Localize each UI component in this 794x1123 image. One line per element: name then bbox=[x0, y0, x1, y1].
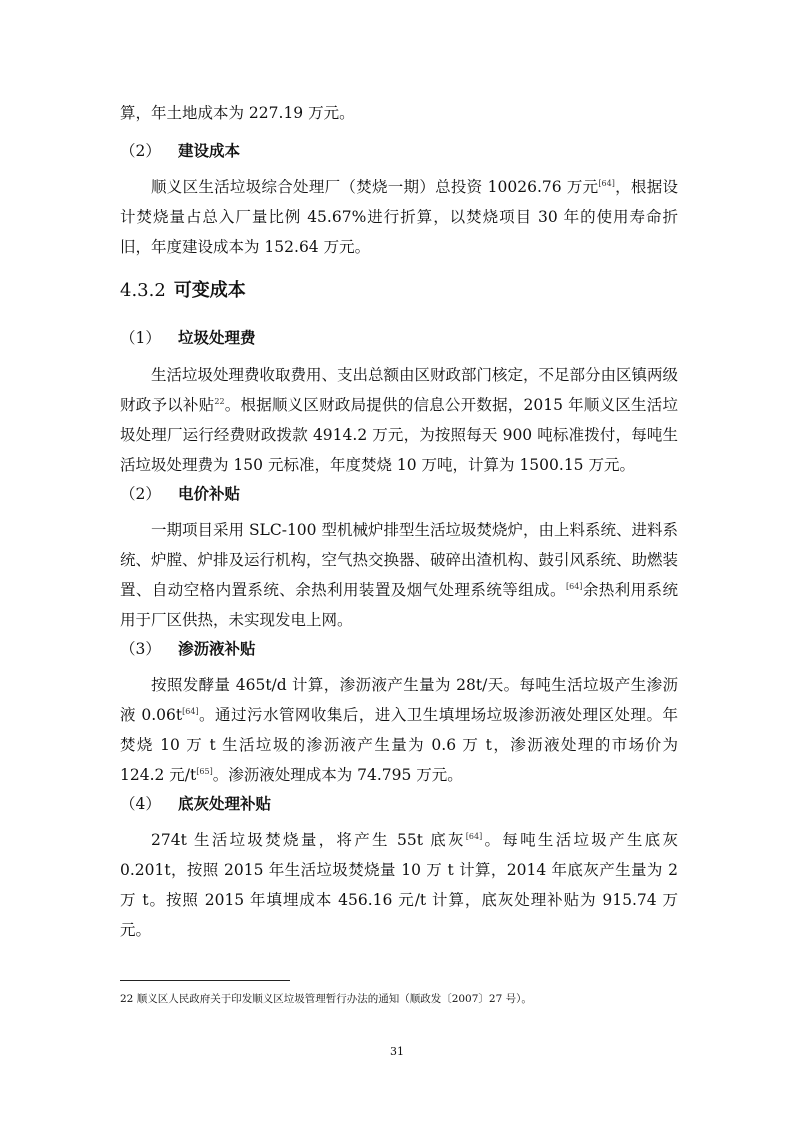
text-run: 。渗沥液处理成本为 74.795 万元。 bbox=[212, 766, 463, 784]
heading-leachate-subsidy bbox=[120, 639, 256, 659]
heading-garbage-fee bbox=[120, 328, 256, 348]
text-run: 一期项目采用 SLC-100 型机械炉排型生活垃圾焚烧炉，由上料系统、进料系统、炉膛、炉排及运行机构，空气热交换器、破碎出渣机构、鼓引风系统、助燃装置、自动空格内置系统、余热利用装置及烟气处理系统等组成。 bbox=[120, 521, 679, 599]
heading-construction-cost bbox=[120, 141, 240, 161]
intro-line: 算，年土地成本为 227.19 万元。 bbox=[120, 104, 355, 122]
section-heading-variable-cost bbox=[120, 279, 246, 303]
heading-ash-subsidy bbox=[120, 794, 271, 814]
heading-title: 垃圾处理费 bbox=[178, 329, 256, 347]
paragraph-ash-subsidy bbox=[120, 825, 678, 945]
text-run: 。每吨生活垃圾产生底灰 0.201t，按照 2015 年生活垃圾焚烧量 10 万 t 计算，2014 年底灰产生量为 2 万 t。按照 2015 年填埋成本 456.16 元/t 计算，底灰处理补贴为 915.74 万元。 bbox=[120, 831, 678, 939]
text-run: 274t 生活垃圾焚烧量，将产生 55t 底灰 bbox=[151, 831, 466, 849]
paragraph-electricity-subsidy bbox=[120, 515, 678, 635]
paragraph-leachate-subsidy bbox=[120, 670, 678, 790]
heading-number: （2） bbox=[120, 142, 161, 160]
heading-number: （3） bbox=[120, 640, 161, 658]
heading-title: 电价补贴 bbox=[178, 485, 241, 503]
citation-ref: [65] bbox=[196, 767, 213, 776]
heading-title: 渗沥液补贴 bbox=[178, 640, 256, 658]
footnote-separator bbox=[120, 980, 290, 981]
citation-ref: [64] bbox=[598, 179, 615, 188]
heading-electricity-subsidy bbox=[120, 484, 240, 504]
text-run: 按照发酵量 465t/d 计算，渗沥液产生量为 28t/天。每吨生活垃圾产生渗沥液 0.06t bbox=[120, 676, 678, 724]
paragraph-construction-cost bbox=[120, 172, 678, 262]
text-run: 。通过污水管网收集后，进入卫生填埋场垃圾渗沥液处理区处理。年焚烧 10 万 t 生活垃圾的渗沥液产生量为 0.6 万 t，渗沥液处理的市场价为 124.2 元/t bbox=[120, 706, 678, 784]
footnote-ref: 22 bbox=[214, 397, 225, 406]
heading-number: （1） bbox=[120, 329, 161, 347]
heading-number: （2） bbox=[120, 485, 161, 503]
text-run: 。根据顺义区财政局提供的信息公开数据，2015 年顺义区生活垃圾处理厂运行经费财政拨款 4914.2 万元，为按照每天 900 吨标准拨付，每吨生活垃圾处理费为 150 元标准，年度焚烧 10 万吨，计算为 1500.15 万元。 bbox=[120, 396, 678, 474]
text-run: 生活垃圾处理费收取费用、支出总额由区财政部门核定，不足部分由区镇两级财政予以补贴 bbox=[120, 366, 679, 414]
section-title: 可变成本 bbox=[173, 280, 246, 301]
paragraph-garbage-fee bbox=[120, 360, 678, 480]
page-number: 31 bbox=[390, 1045, 404, 1058]
footnote: 22 顺义区人民政府关于印发顺义区垃圾管理暂行办法的通知（顺政发〔2007〕27 号）。 bbox=[120, 993, 532, 1005]
text-run: 顺义区生活垃圾综合处理厂（焚烧一期）总投资 10026.76 万元 bbox=[151, 178, 599, 196]
citation-ref: [64] bbox=[465, 832, 483, 841]
citation-ref: [64] bbox=[182, 707, 199, 716]
heading-title: 建设成本 bbox=[178, 142, 241, 160]
citation-ref: [64] bbox=[565, 582, 583, 591]
heading-title: 底灰处理补贴 bbox=[178, 795, 272, 813]
text-run: 余热利用系统用于厂区供热，未实现发电上网。 bbox=[120, 581, 678, 629]
text-run: ，根据设计焚烧量占总入厂量比例 45.67%进行折算，以焚烧项目 30 年的使用寿命折旧，年度建设成本为 152.64 万元。 bbox=[120, 178, 678, 256]
heading-number: （4） bbox=[120, 795, 161, 813]
section-number: 4.3.2 bbox=[120, 280, 166, 301]
